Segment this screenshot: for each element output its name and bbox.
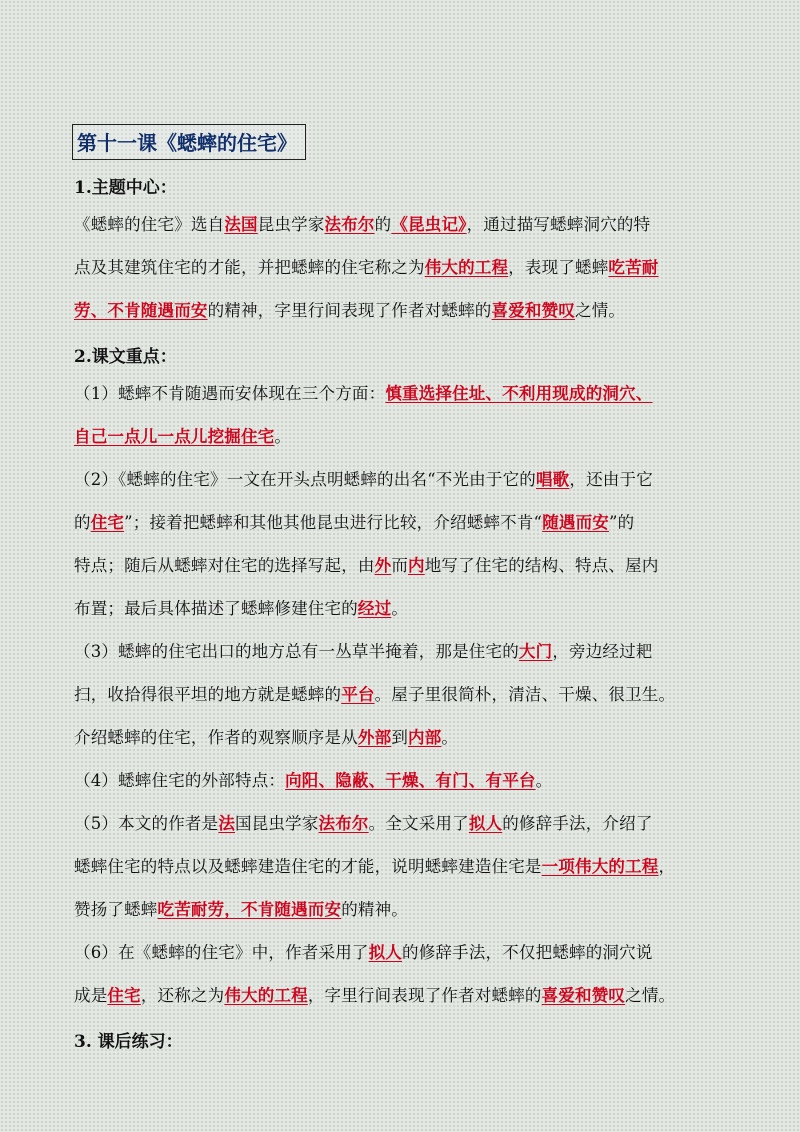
text-segment: 的修辞手法，介绍了 [502, 814, 653, 833]
text-segment: 蟋蟀住宅的特点以及蟋蟀建造住宅的才能，说明蟋蟀建造住宅是 [74, 857, 542, 876]
text-line [74, 767, 552, 791]
text-segment: ，通过描写蟋蟀洞穴的特 [466, 215, 651, 234]
text-segment: 地写了住宅的结构、特点、屋内 [424, 556, 659, 575]
text-line [74, 297, 625, 321]
text-segment: 布置；最后具体描述了蟋蟀修建住宅的 [74, 599, 358, 618]
highlighted-keyword: 《昆虫记》 [391, 215, 467, 234]
highlighted-keyword: 伟大的工程 [424, 258, 509, 277]
text-segment: 《蟋蟀的住宅》选自 [74, 215, 225, 234]
highlighted-keyword: 喜爱和赞叹 [491, 301, 576, 320]
text-line [74, 509, 634, 533]
text-line [74, 423, 291, 447]
highlighted-keyword: 向阳、隐蔽、干燥、有门、有平台 [285, 771, 536, 790]
text-segment: 扫，收拾得很平坦的地方就是蟋蟀的 [74, 685, 342, 704]
highlighted-keyword: 经过 [357, 599, 392, 618]
text-line [74, 810, 653, 834]
highlighted-keyword: 法布尔 [318, 814, 369, 833]
section-heading-theme: 1.主题中心： [74, 178, 177, 198]
highlighted-keyword: 吃苦耐劳，不肯随遇而安 [157, 900, 342, 919]
text-segment: 之情。 [575, 301, 626, 320]
highlighted-keyword: 一项伟大的工程 [541, 857, 659, 876]
highlighted-keyword: 劳、不肯随遇而安 [74, 301, 208, 320]
highlighted-keyword: 伟大的工程 [224, 986, 308, 1005]
highlighted-keyword: 吃苦耐 [608, 258, 659, 277]
text-segment: 。全文采用了 [368, 814, 469, 833]
text-segment: ，还由于它 [569, 470, 653, 489]
text-line [74, 466, 653, 490]
text-segment: ，字里行间表现了作者对蟋蟀的 [307, 986, 542, 1005]
text-segment: 点及其建筑住宅的才能，并把蟋蟀的住宅称之为 [74, 258, 425, 277]
text-line [74, 982, 675, 1006]
text-segment: ”的 [609, 513, 635, 532]
highlighted-keyword: 喜爱和赞叹 [541, 986, 626, 1005]
text-line [74, 681, 675, 705]
highlighted-keyword: 随遇而安 [542, 513, 609, 532]
text-segment: （2）《蟋蟀的住宅》一文在开头点明蟋蟀的出名“不光由于它的 [74, 470, 536, 489]
text-line [74, 254, 659, 278]
text-segment: ， [658, 857, 676, 876]
highlighted-keyword: 自己一点儿一点儿挖掘住宅 [74, 427, 275, 446]
text-segment: ，表现了蟋蟀 [508, 258, 609, 277]
text-segment: 而 [391, 556, 409, 575]
text-segment: （4）蟋蟀住宅的外部特点： [74, 771, 286, 790]
highlighted-keyword: 法 [218, 814, 236, 833]
text-segment: 的精神。 [341, 900, 409, 919]
text-segment: （5）本文的作者是 [74, 814, 219, 833]
text-line [74, 896, 408, 920]
text-line [74, 853, 675, 877]
highlighted-keyword: 内部 [408, 728, 442, 747]
text-line [74, 380, 653, 404]
highlighted-keyword: 拟人 [468, 814, 503, 833]
text-segment: 。 [391, 599, 409, 618]
text-line [74, 939, 653, 963]
section-heading-exercises: 3. 课后练习： [74, 1032, 183, 1052]
text-segment: 成是 [74, 986, 108, 1005]
highlighted-keyword: 内 [408, 556, 425, 575]
text-segment: 的 [74, 513, 91, 532]
text-segment: 。 [441, 728, 459, 747]
highlighted-keyword: 住宅 [107, 986, 141, 1005]
text-segment: 国昆虫学家 [235, 814, 319, 833]
text-line [74, 552, 659, 576]
section-heading-key-points: 2.课文重点： [74, 347, 177, 367]
text-segment: （1）蟋蟀不肯随遇而安体现在三个方面： [74, 384, 386, 403]
text-segment: （3）蟋蟀的住宅出口的地方总有一丛草半掩着，那是住宅的 [74, 642, 519, 661]
text-line [74, 724, 458, 748]
highlighted-keyword: 平台 [341, 685, 375, 704]
text-segment: 赞扬了蟋蟀 [74, 900, 158, 919]
text-segment: 。 [535, 771, 553, 790]
highlighted-keyword: 慎重选择住址、不利用现成的洞穴、 [385, 384, 653, 403]
highlighted-keyword: 拟人 [368, 943, 403, 962]
highlighted-keyword: 法国 [224, 215, 258, 234]
lesson-title: 第十一课《蟋蟀的住宅》 [72, 124, 306, 160]
text-line [74, 211, 650, 235]
text-line [74, 638, 653, 662]
text-segment: 特点；随后从蟋蟀对住宅的选择写起，由 [74, 556, 375, 575]
highlighted-keyword: 外 [374, 556, 392, 575]
text-segment: 到 [391, 728, 409, 747]
highlighted-keyword: 法布尔 [324, 215, 375, 234]
highlighted-keyword: 外部 [357, 728, 392, 747]
highlighted-keyword: 大门 [518, 642, 553, 661]
text-segment: ，还称之为 [140, 986, 225, 1005]
text-segment: 。屋子里很简朴，清洁、干燥、很卫生。 [374, 685, 676, 704]
highlighted-keyword: 住宅 [90, 513, 125, 532]
highlighted-keyword: 唱歌 [535, 470, 570, 489]
text-line [74, 595, 408, 619]
text-segment: ”；接着把蟋蟀和其他其他昆虫进行比较，介绍蟋蟀不肯“ [124, 513, 543, 532]
text-segment: ，旁边经过耙 [552, 642, 653, 661]
text-segment: 的 [374, 215, 392, 234]
text-segment: 的精神，字里行间表现了作者对蟋蟀的 [207, 301, 492, 320]
text-segment: 的修辞手法，不仅把蟋蟀的洞穴说 [402, 943, 653, 962]
text-segment: 之情。 [625, 986, 676, 1005]
text-segment: （6）在《蟋蟀的住宅》中，作者采用了 [74, 943, 369, 962]
text-segment: 介绍蟋蟀的住宅，作者的观察顺序是从 [74, 728, 358, 747]
text-segment: 昆虫学家 [257, 215, 325, 234]
text-segment: 。 [274, 427, 292, 446]
